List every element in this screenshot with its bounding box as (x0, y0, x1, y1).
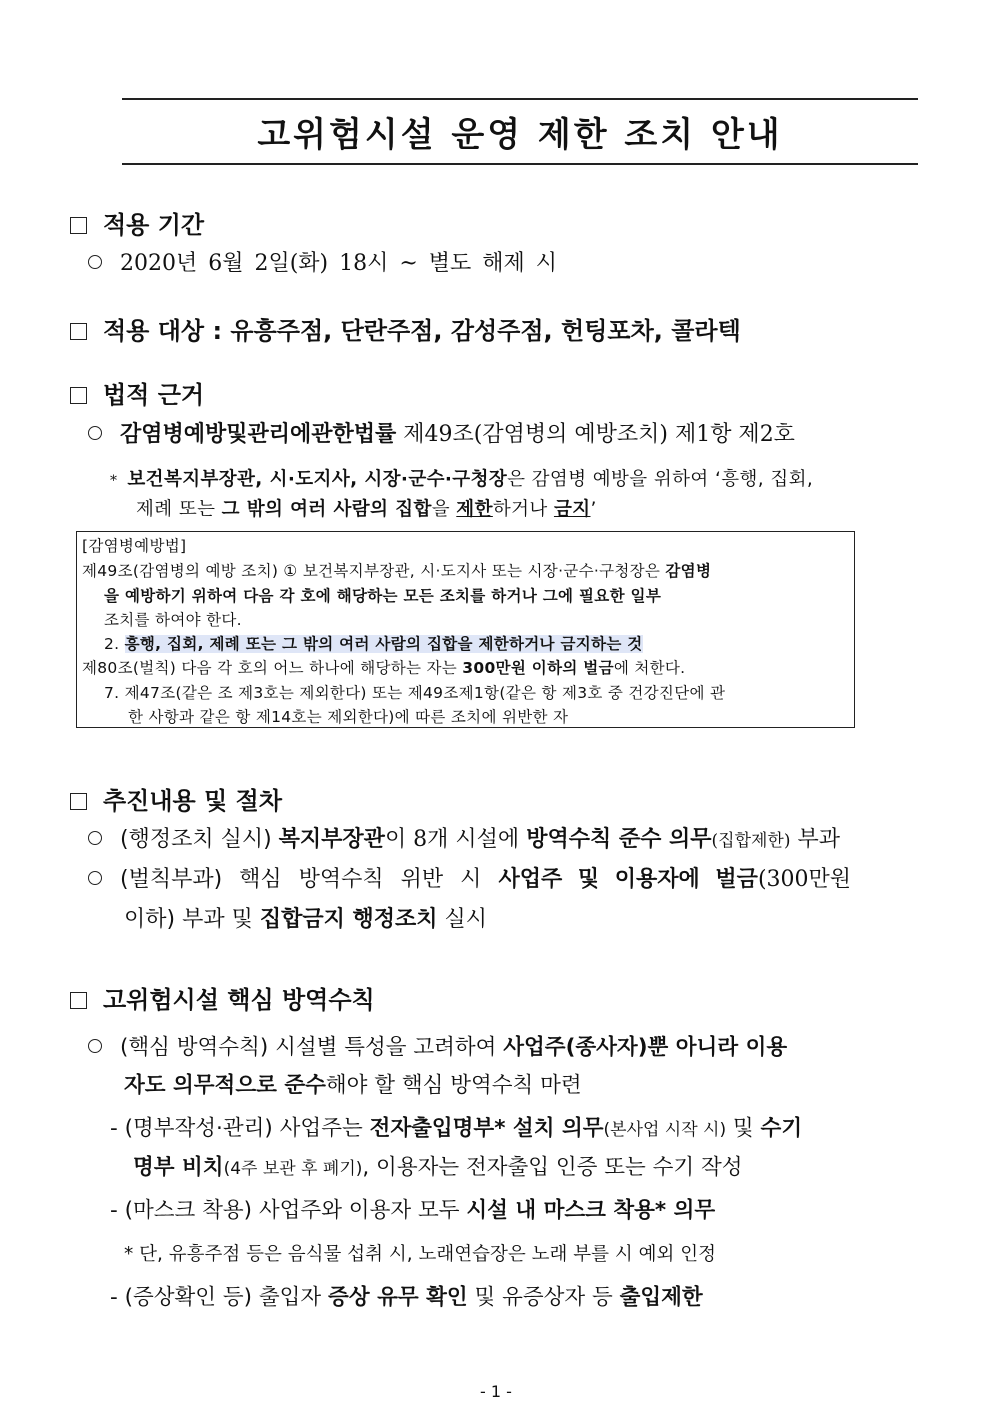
note-text: 은 감염병 예방을 위하여 ‘흥행, 집회, (507, 469, 814, 490)
law-article: 제49조(감염병의 예방조치) 제1항 제2호 (396, 422, 795, 447)
item-text: 부과 (790, 827, 840, 852)
rules-mask-note: * 단, 유흥주점 등은 음식물 섭취 시, 노래연습장은 노래 부를 시 예외 인정 (124, 1244, 716, 1265)
circle-bullet-icon (88, 255, 102, 269)
item-bold: 방역수칙 준수 의무 (526, 827, 712, 852)
item-bold: 증상 유무 확인 (328, 1285, 468, 1310)
item-small: (본사업 시작 시) (603, 1120, 727, 1140)
item-label: (행정조치 실시) (120, 827, 279, 852)
legal-note-line-2 (136, 495, 597, 521)
item-bold: 전자출입명부* 설치 의무 (369, 1116, 604, 1141)
checkbox-square-icon (70, 323, 87, 340)
checkbox-square-icon (70, 217, 87, 234)
circle-bullet-icon (88, 871, 102, 885)
item-text: 실시 (437, 907, 488, 932)
law-box-heading: [감염병예방법] (82, 537, 187, 555)
item-bold: 명부 비치 (133, 1155, 224, 1180)
law-item-number: 2. (104, 635, 125, 653)
item-label: - (명부작성·관리) (110, 1116, 273, 1141)
section-rules-heading (70, 980, 375, 1015)
item-text: 이 8개 시설에 (384, 827, 527, 852)
item-small: (4주 보관 후 폐기) (223, 1159, 363, 1179)
item-bold: 시설 내 마스크 착용* 의무 (466, 1198, 716, 1223)
note-prohibit: 금지 (553, 499, 591, 520)
item-bold: 사업주 및 이용자에 벌금 (498, 867, 758, 892)
section-heading-text: 법적 근거 (103, 381, 205, 409)
period-item (88, 246, 557, 277)
law-text-bold: 감염병 (665, 562, 712, 580)
section-heading-text: 적용 기간 (103, 211, 205, 239)
note-restrict: 제한 (456, 499, 493, 520)
law-article-49-line-2: 을 예방하기 위하여 다음 각 호에 해당하는 모든 조치를 하거나 그에 필요한 일부 (104, 587, 662, 605)
section-period-heading (70, 205, 204, 240)
section-target-heading (70, 311, 741, 346)
section-legal-heading (70, 375, 204, 410)
law-article-80-item-7-line-2: 한 사항과 같은 항 제14호는 제외한다)에 따른 조치에 위반한 자 (128, 708, 569, 726)
checkbox-square-icon (70, 793, 87, 810)
law-item-highlight: 흥행, 집회, 제례 또는 그 밖의 여러 사람의 집합을 제한하거나 금지하는 것 (124, 635, 643, 653)
item-label: (핵심 방역수칙) (120, 1035, 269, 1060)
item-text: (300만원 (757, 867, 852, 892)
procedure-item-1 (88, 822, 840, 853)
item-text: 사업주는 (272, 1116, 370, 1141)
title-bottom-rule (122, 163, 918, 165)
checkbox-square-icon (70, 992, 87, 1009)
law-article-80-item-7-line-1: 7. 제47조(같은 조 제3호는 제외한다) 또는 제49조제1항(같은 항 제3호 중 건강진단에 관 (104, 684, 726, 702)
procedure-item-2-line-2 (124, 902, 487, 933)
note-text: 제례 또는 (136, 499, 222, 520)
legal-basis-item (88, 417, 795, 448)
item-bold: 수기 (760, 1116, 803, 1141)
note-text: 을 (431, 499, 457, 520)
item-bold: 자도 의무적으로 준수 (124, 1073, 326, 1098)
law-article-49-item-2 (104, 632, 643, 654)
rules-roster-item-line-2 (133, 1150, 743, 1181)
item-bold: 복지부장관 (278, 827, 385, 852)
item-bold: 집합금지 행정조치 (259, 907, 438, 932)
rules-item-1-line-2 (124, 1068, 582, 1099)
section-heading-text: 적용 대상 : 유흥주점, 단란주점, 감성주점, 헌팅포차, 콜라텍 (103, 317, 741, 345)
item-text: 시설별 특성을 고려하여 (268, 1035, 504, 1060)
note-officials: 보건복지부장관, 시·도지사, 시장·군수·구청장 (127, 469, 508, 490)
page-title: 고위험시설 운영 제한 조치 안내 (257, 115, 783, 155)
title-top-rule (122, 98, 918, 100)
item-small: (집합제한) (711, 831, 791, 851)
law-article-49-line-1 (82, 559, 711, 581)
law-text: 제80조(벌칙) 다음 각 호의 어느 하나에 해당하는 자는 (82, 659, 463, 677)
item-bold: 사업주(종사자)뿐 아니라 이용 (503, 1035, 788, 1060)
law-text: 에 처한다. (613, 659, 686, 677)
circle-bullet-icon (88, 426, 102, 440)
note-text: 하거나 (492, 499, 554, 520)
circle-bullet-icon (88, 831, 102, 845)
section-heading-text: 고위험시설 핵심 방역수칙 (103, 986, 375, 1014)
item-text: 해야 할 핵심 방역수칙 마련 (325, 1073, 582, 1098)
item-text: 이하) 부과 및 (124, 907, 260, 932)
page-number: - 1 - (480, 1382, 512, 1401)
circle-bullet-icon (88, 1039, 102, 1053)
item-label: - (증상확인 등) (110, 1285, 253, 1310)
law-name: 감염병예방및관리에관한법률 (120, 422, 397, 447)
law-article-80-line-1 (82, 656, 685, 678)
law-article-49-line-3: 조치를 하여야 한다. (104, 611, 242, 629)
note-text: ’ (590, 499, 597, 520)
item-bold: 출입제한 (619, 1285, 703, 1310)
item-text: 핵심 방역수칙 위반 시 (222, 867, 499, 892)
item-text: 및 유증상자 등 (467, 1285, 620, 1310)
period-text: 2020년 6월 2일(화) 18시 ~ 별도 해제 시 (120, 251, 558, 276)
item-text: , 이용자는 전자출입 인증 또는 수기 작성 (362, 1155, 743, 1180)
law-text: 제49조(감염병의 예방 조치) ① 보건복지부장관, 시·도지사 또는 시장·군수·구청장은 (82, 562, 666, 580)
item-text: 사업주와 이용자 모두 (252, 1198, 467, 1223)
item-text: 출입자 (252, 1285, 329, 1310)
rules-mask-item (110, 1193, 715, 1224)
checkbox-square-icon (70, 387, 87, 404)
rules-symptom-item (110, 1280, 703, 1311)
rules-item-1 (88, 1030, 787, 1061)
section-heading-text: 추진내용 및 절차 (103, 787, 282, 815)
law-fine: 300만원 이하의 벌금 (462, 659, 614, 677)
item-label: (벌칙부과) (120, 867, 223, 892)
rules-roster-item (110, 1111, 802, 1142)
legal-note-line-1 (110, 465, 813, 491)
section-procedure-heading (70, 781, 282, 816)
procedure-item-2 (88, 862, 851, 893)
note-asterisk: * (110, 473, 118, 489)
item-label: - (마스크 착용) (110, 1198, 253, 1223)
item-text: 및 (726, 1116, 761, 1141)
note-gathering: 그 밖의 여러 사람의 집합 (221, 499, 432, 520)
